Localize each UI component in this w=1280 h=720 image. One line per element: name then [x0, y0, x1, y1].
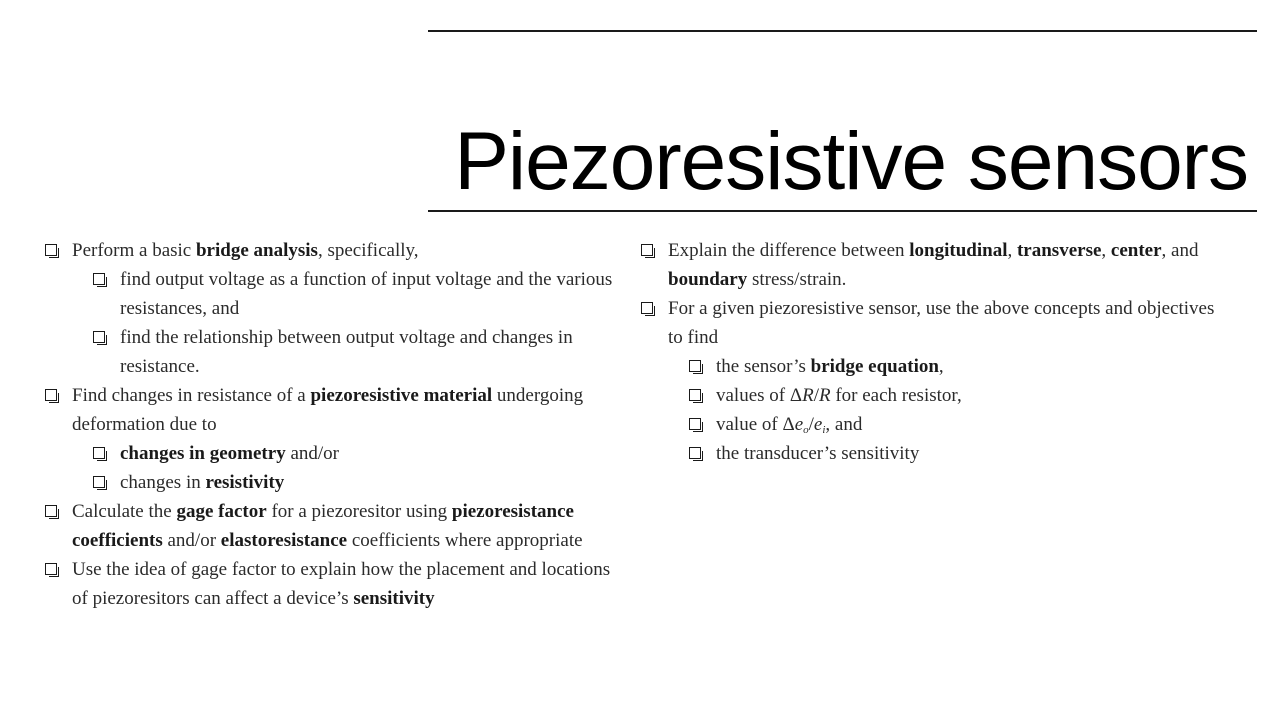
checkbox-bullet-icon — [93, 273, 105, 285]
right-objectives-list — [636, 236, 1226, 468]
sub-objective-resistivity: changes in resistivity — [40, 468, 630, 497]
sub-objective-geometry: changes in geometry and/or — [40, 439, 630, 468]
sub-objective-output-voltage: find output voltage as a function of input voltage and the various resistances, and — [40, 265, 630, 323]
right-objectives-column — [636, 236, 1226, 468]
checkbox-bullet-icon — [641, 244, 653, 256]
objective-sensitivity: Use the idea of gage factor to explain how the placement and locations of piezoresitors can affect a device’s sensitivity — [40, 555, 630, 613]
objective-given-sensor: For a given piezoresistive sensor, use the above concepts and objectives to find — [636, 294, 1226, 352]
left-objectives-column — [40, 236, 630, 613]
objective-gage-factor: Calculate the gage factor for a piezoresitor using piezoresistance coefficients and/or elastoresistance coefficients where appropriate — [40, 497, 630, 555]
slide-title: Piezoresistive sensors — [454, 116, 1248, 207]
left-objectives-list — [40, 236, 630, 613]
sub-objective-delta-r-over-r: values of ΔR/R for each resistor, — [636, 381, 1226, 410]
objective-stress-strain: Explain the difference between longitudinal, transverse, center, and boundary stress/strain. — [636, 236, 1226, 294]
objective-resistance-changes: Find changes in resistance of a piezoresistive material undergoing deformation due to — [40, 381, 630, 439]
checkbox-bullet-icon — [93, 331, 105, 343]
sub-objective-transducer-sensitivity: the transducer’s sensitivity — [636, 439, 1226, 468]
checkbox-bullet-icon — [45, 505, 57, 517]
sub-objective-delta-eo-over-ei: value of $\Delta e_o/e_i$, and — [636, 410, 1226, 439]
title-rule-bottom — [428, 210, 1257, 212]
sub-objective-output-voltage-relationship: find the relationship between output voltage and changes in resistance. — [40, 323, 630, 381]
checkbox-bullet-icon — [689, 447, 701, 459]
objective-bridge-analysis: Perform a basic bridge analysis, specifically, — [40, 236, 630, 265]
checkbox-bullet-icon — [93, 447, 105, 459]
checkbox-bullet-icon — [93, 476, 105, 488]
checkbox-bullet-icon — [689, 360, 701, 372]
checkbox-bullet-icon — [45, 563, 57, 575]
checkbox-bullet-icon — [689, 389, 701, 401]
title-rule-top — [428, 30, 1257, 32]
checkbox-bullet-icon — [45, 389, 57, 401]
checkbox-bullet-icon — [641, 302, 653, 314]
sub-objective-bridge-equation: the sensor’s bridge equation, — [636, 352, 1226, 381]
checkbox-bullet-icon — [45, 244, 57, 256]
checkbox-bullet-icon — [689, 418, 701, 430]
